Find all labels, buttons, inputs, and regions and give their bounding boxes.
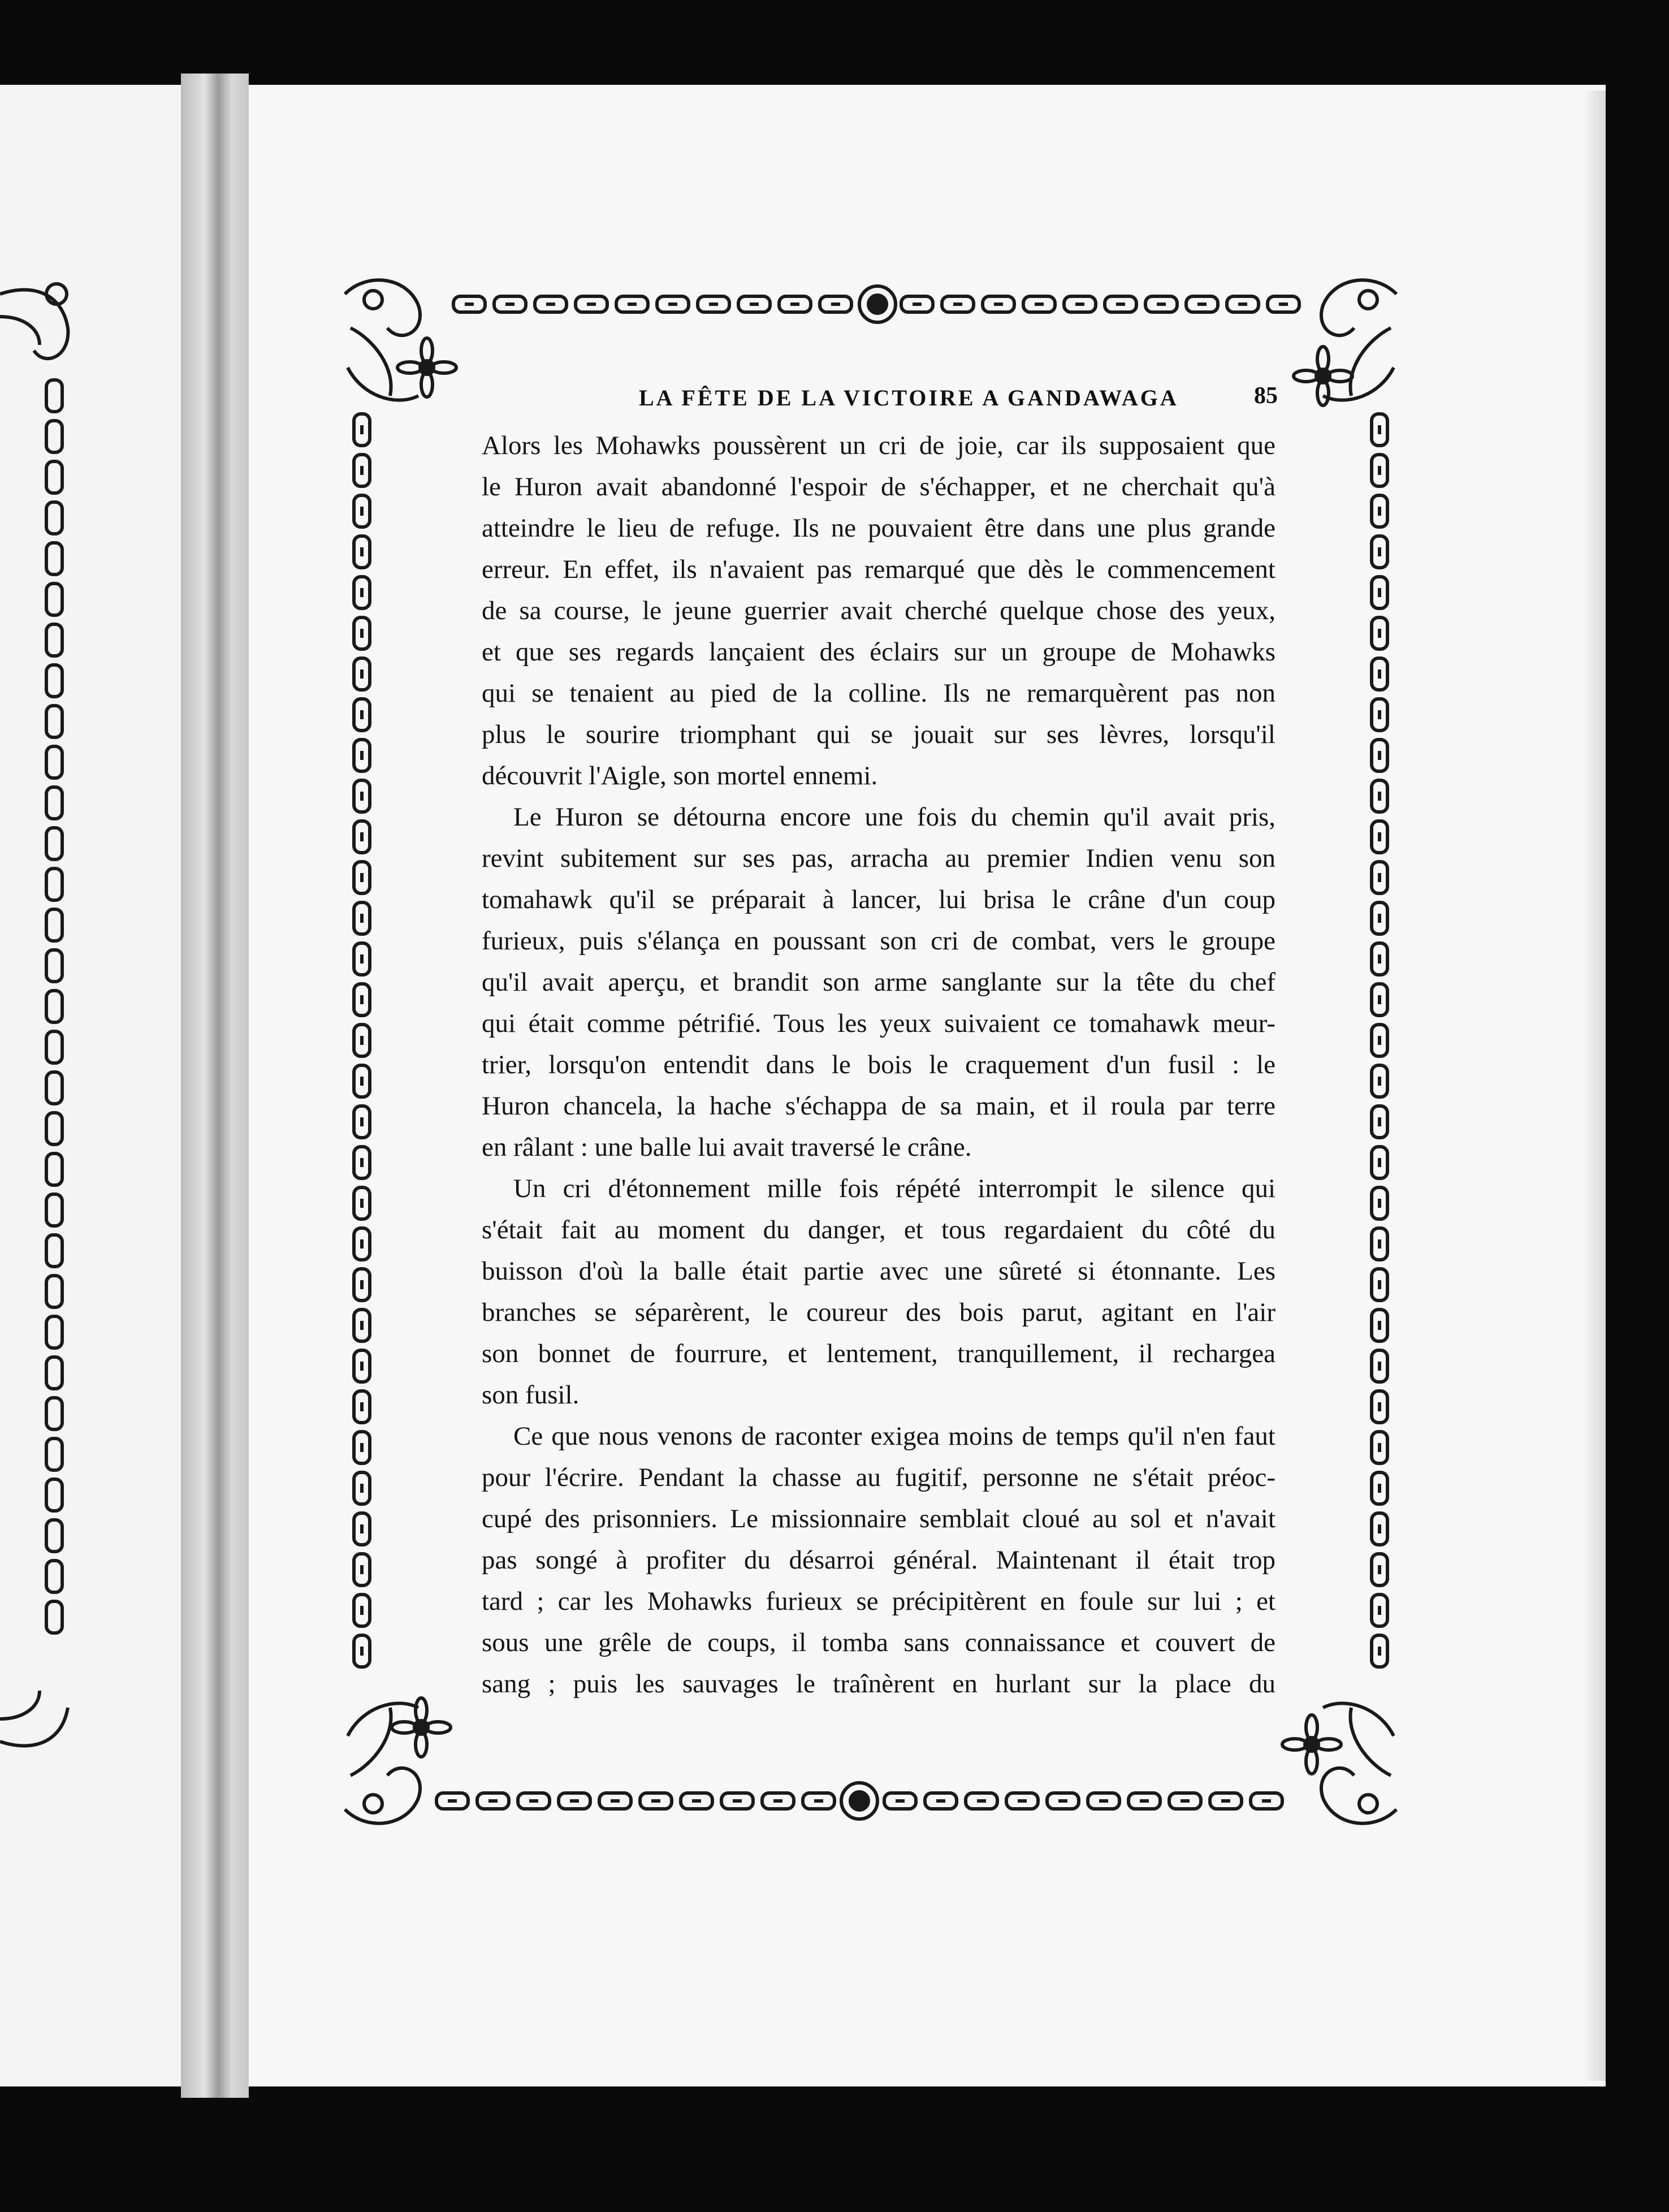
corner-ornament-top-right — [1294, 280, 1396, 405]
text-line: qui était comme pétrifié. Tous les yeux suivaient ce tomahawk meur- — [482, 1009, 1275, 1038]
running-head — [362, 380, 1278, 420]
text-line: et que ses regards lançaient des éclairs sur un groupe de Mohawks — [482, 637, 1275, 667]
text-line: buisson d'où la balle était partie avec une sûreté si étonnante. Les — [482, 1256, 1275, 1286]
flower-icon — [392, 1698, 451, 1757]
text-line: revint subitement sur ses pas, arracha au premier Indien venu son — [482, 844, 1275, 873]
text-line: branches se séparèrent, le coureur des bois parut, agitant en l'air — [482, 1298, 1275, 1327]
text-line: qui se tenaient au pied de la colline. Ils ne remarquèrent pas non — [482, 679, 1275, 708]
text-line: atteindre le lieu de refuge. Ils ne pouvaient être dans une plus grande — [482, 513, 1275, 543]
corner-ornament-bottom-left — [345, 1698, 451, 1824]
paragraph — [482, 1416, 1275, 1705]
text-line: Un cri d'étonnement mille fois répété interrompit le silence qui — [513, 1174, 1275, 1203]
text-line: pour l'écrire. Pendant la chasse au fugitif, personne ne s'était préoc- — [482, 1463, 1275, 1492]
body-text — [482, 425, 1275, 1705]
text-line: Alors les Mohawks poussèrent un cri de joie, car ils supposaient que — [482, 431, 1275, 460]
text-line: furieux, puis s'élança en poussant son cri de combat, vers le groupe — [482, 926, 1275, 956]
text-line: Le Huron se détourna encore une fois du chemin qu'il avait pris, — [513, 802, 1275, 832]
text-line: sous une grêle de coups, il tomba sans connaissance et couvert de — [482, 1628, 1275, 1657]
paragraph — [482, 425, 1275, 797]
text-line: découvrit l'Aigle, son mortel ennemi. — [482, 761, 878, 790]
text-line: qu'il avait aperçu, et brandit son arme sanglante sur la tête du chef — [482, 967, 1275, 997]
rosette-icon — [859, 286, 896, 322]
text-line: de sa course, le jeune guerrier avait cherché quelque chose des yeux, — [482, 596, 1275, 625]
paragraph — [482, 1168, 1275, 1416]
corner-ornament-bottom-right — [1282, 1703, 1396, 1823]
text-line: erreur. En effet, ils n'avaient pas remarqué que dès le commencement — [482, 555, 1275, 584]
rosette-icon — [841, 1783, 877, 1819]
text-line: s'était fait au moment du danger, et tous regardaient du côté du — [482, 1215, 1275, 1245]
text-line: tard ; car les Mohawks furieux se précipitèrent en foule sur lui ; et — [482, 1587, 1275, 1616]
text-line: plus le sourire triomphant qui se jouait sur ses lèvres, lorsqu'il — [482, 720, 1275, 749]
page-number: 85 — [1254, 383, 1278, 409]
paragraph — [482, 797, 1275, 1168]
running-title: LA FÊTE DE LA VICTOIRE A GANDAWAGA — [639, 385, 1179, 411]
text-line: Ce que nous venons de raconter exigea moins de temps qu'il n'en faut — [513, 1422, 1275, 1451]
text-line: trier, lorsqu'on entendit dans le bois le craquement d'un fusil : le — [482, 1050, 1275, 1079]
text-line: en râlant : une balle lui avait traversé le crâne. — [482, 1133, 972, 1162]
text-line: cupé des prisonniers. Le missionnaire semblait cloué au sol et n'avait — [482, 1504, 1275, 1533]
text-line: son fusil. — [482, 1380, 580, 1410]
text-line: pas songé à profiter du désarroi général. Maintenant il était trop — [482, 1545, 1275, 1575]
flower-icon — [1282, 1715, 1341, 1774]
text-line: le Huron avait abandonné l'espoir de s'échapper, et ne cherchait qu'à — [482, 472, 1275, 502]
text-line: Huron chancela, la hache s'échappa de sa main, et il roula par terre — [482, 1091, 1275, 1121]
text-line: tomahawk qu'il se préparait à lancer, lui brisa le crâne d'un coup — [482, 885, 1275, 914]
text-line: sang ; puis les sauvages le traînèrent en hurlant sur la place du — [482, 1669, 1275, 1699]
text-line: son bonnet de fourrure, et lentement, tranquillement, il rechargea — [482, 1339, 1275, 1368]
